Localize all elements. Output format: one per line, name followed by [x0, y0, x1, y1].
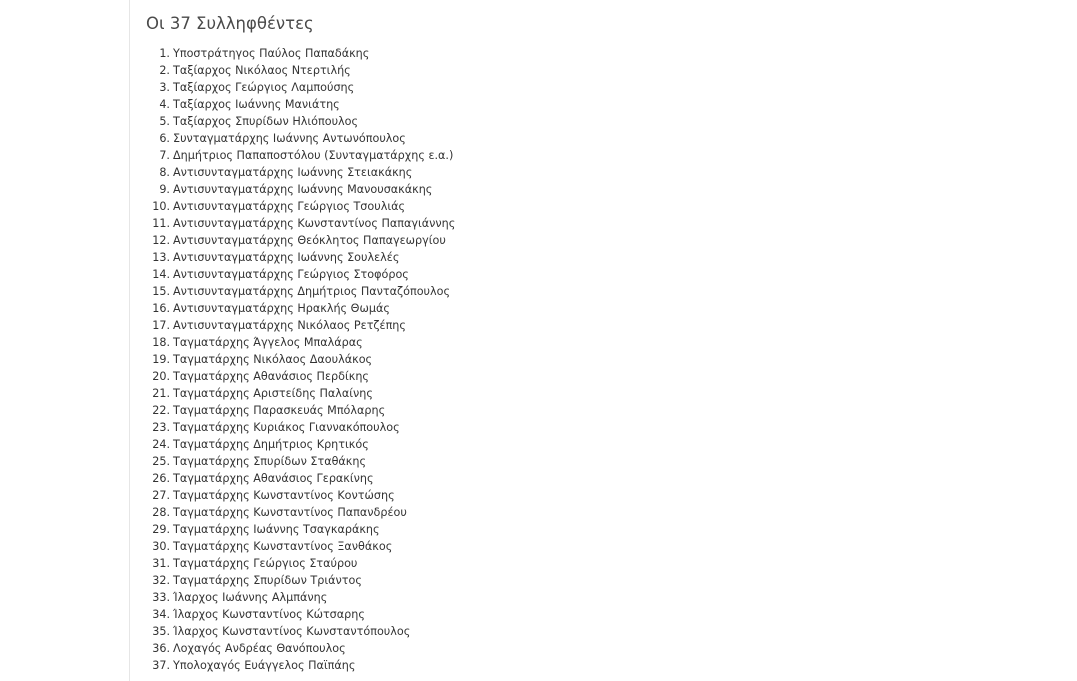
- list-item-number: 4.: [159, 98, 170, 111]
- list-item-number: 36.: [152, 642, 170, 655]
- list-item-number: 15.: [152, 285, 170, 298]
- list-item-number: 27.: [152, 489, 170, 502]
- list-item-number: 31.: [152, 557, 170, 570]
- list-item-number: 17.: [152, 319, 170, 332]
- list-item-number: 33.: [152, 591, 170, 604]
- list-item-number: 9.: [159, 183, 170, 196]
- list-item-number: 2.: [159, 64, 170, 77]
- list-item-number: 32.: [152, 574, 170, 587]
- list-item-name: Ταγματάρχης Κωνσταντίνος Ξανθάκος: [173, 540, 393, 553]
- list-item-number: 5.: [159, 115, 170, 128]
- list-item-name: Υποστράτηγος Παύλος Παπαδάκης: [173, 47, 370, 60]
- list-item-name: Ταγματάρχης Κωνσταντίνος Κοντώσης: [173, 489, 395, 502]
- list-item-number: 26.: [152, 472, 170, 485]
- list-item-name: Αντισυνταγματάρχης Κωνσταντίνος Παπαγιάννης: [173, 217, 456, 230]
- list-item-number: 20.: [152, 370, 170, 383]
- list-item-number: 7.: [159, 149, 170, 162]
- list-item-name: Αντισυνταγματάρχης Δημήτριος Πανταζόπουλος: [173, 285, 451, 298]
- list-item-number: 21.: [152, 387, 170, 400]
- section-title: Οι 37 Συλληφθέντες: [146, 14, 314, 33]
- list-item-name: Αντισυνταγματάρχης Θεόκλητος Παπαγεωργίου: [173, 234, 446, 247]
- list-item-name: Δημήτριος Παπαποστόλου (Συνταγματάρχης ε.α.): [173, 149, 454, 162]
- list-item-name: Ταγματάρχης Παρασκευάς Μπόλαρης: [173, 404, 386, 417]
- list-item-name: Ίλαρχος Ιωάννης Αλμπάνης: [173, 591, 328, 604]
- list-item-number: 3.: [159, 81, 170, 94]
- list-item-name: Ταγματάρχης Σπυρίδων Σταθάκης: [173, 455, 367, 468]
- list-item-name: Ίλαρχος Κωνσταντίνος Κωνσταντόπουλος: [173, 625, 411, 638]
- list-item-number: 10.: [152, 200, 170, 213]
- list-item-number: 14.: [152, 268, 170, 281]
- list-item-name: Αντισυνταγματάρχης Νικόλαος Ρετζέπης: [173, 319, 406, 332]
- list-item-number: 6.: [159, 132, 170, 145]
- list-item-name: Ταγματάρχης Αριστείδης Παλαίνης: [173, 387, 373, 400]
- list-item-name: Αντισυνταγματάρχης Ιωάννης Σουλελές: [173, 251, 400, 264]
- list-item-number: 19.: [152, 353, 170, 366]
- list-item-name: Ταγματάρχης Ιωάννης Τσαγκαράκης: [173, 523, 380, 536]
- list-item-name: Αντισυνταγματάρχης Ιωάννης Στειακάκης: [173, 166, 413, 179]
- list-item-name: Ταγματάρχης Αθανάσιος Γερακίνης: [173, 472, 374, 485]
- list-item-number: 25.: [152, 455, 170, 468]
- list-item-number: 18.: [152, 336, 170, 349]
- list-item-number: 34.: [152, 608, 170, 621]
- list-item-name: Ταξίαρχος Γεώργιος Λαμπούσης: [173, 81, 355, 94]
- list-item-name: Ταξίαρχος Σπυρίδων Ηλιόπουλος: [173, 115, 359, 128]
- list-item-name: Ταγματάρχης Γεώργιος Σταύρου: [173, 557, 358, 570]
- list-item-name: Συνταγματάρχης Ιωάννης Αντωνόπουλος: [173, 132, 406, 145]
- list-item-name: Αντισυνταγματάρχης Γεώργιος Τσουλιάς: [173, 200, 406, 213]
- article-content: [129, 0, 1077, 681]
- list-item-name: Αντισυνταγματάρχης Ηρακλής Θωμάς: [173, 302, 390, 315]
- list-item-number: 35.: [152, 625, 170, 638]
- list-item-number: 22.: [152, 404, 170, 417]
- list-item-name: Ταγματάρχης Σπυρίδων Τριάντος: [173, 574, 362, 587]
- list-item-name: Ταγματάρχης Δημήτριος Κρητικός: [173, 438, 369, 451]
- list-item-number: 16.: [152, 302, 170, 315]
- list-item-name: Ταξίαρχος Ιωάννης Μανιάτης: [173, 98, 340, 111]
- list-item-name: Ίλαρχος Κωνσταντίνος Κώτσαρης: [173, 608, 365, 621]
- list-item-name: Ταγματάρχης Κυριάκος Γιαννακόπουλος: [173, 421, 400, 434]
- list-item-name: Υπολοχαγός Ευάγγελος Παϊπάης: [173, 659, 356, 672]
- list-item-name: Ταγματάρχης Νικόλαος Δαουλάκος: [173, 353, 373, 366]
- list-item-name: Λοχαγός Ανδρέας Θανόπουλος: [173, 642, 346, 655]
- list-item-number: 29.: [152, 523, 170, 536]
- list-item-number: 11.: [152, 217, 170, 230]
- list-item-name: Αντισυνταγματάρχης Γεώργιος Στοφόρος: [173, 268, 409, 281]
- list-item-number: 23.: [152, 421, 170, 434]
- list-item-number: 12.: [152, 234, 170, 247]
- list-item-name: Ταγματάρχης Κωνσταντίνος Παπανδρέου: [173, 506, 407, 519]
- list-item-number: 13.: [152, 251, 170, 264]
- list-item-number: 8.: [159, 166, 170, 179]
- list-item-name: Ταγματάρχης Αθανάσιος Περδίκης: [173, 370, 369, 383]
- list-item-number: 1.: [159, 47, 170, 60]
- list-item-number: 37.: [152, 659, 170, 672]
- list-item-number: 24.: [152, 438, 170, 451]
- list-item-number: 28.: [152, 506, 170, 519]
- list-item-name: Ταξίαρχος Νικόλαος Ντερτιλής: [173, 64, 351, 77]
- list-item-number: 30.: [152, 540, 170, 553]
- list-item-name: Αντισυνταγματάρχης Ιωάννης Μανουσακάκης: [173, 183, 433, 196]
- list-item-name: Ταγματάρχης Άγγελος Μπαλάρας: [173, 336, 363, 349]
